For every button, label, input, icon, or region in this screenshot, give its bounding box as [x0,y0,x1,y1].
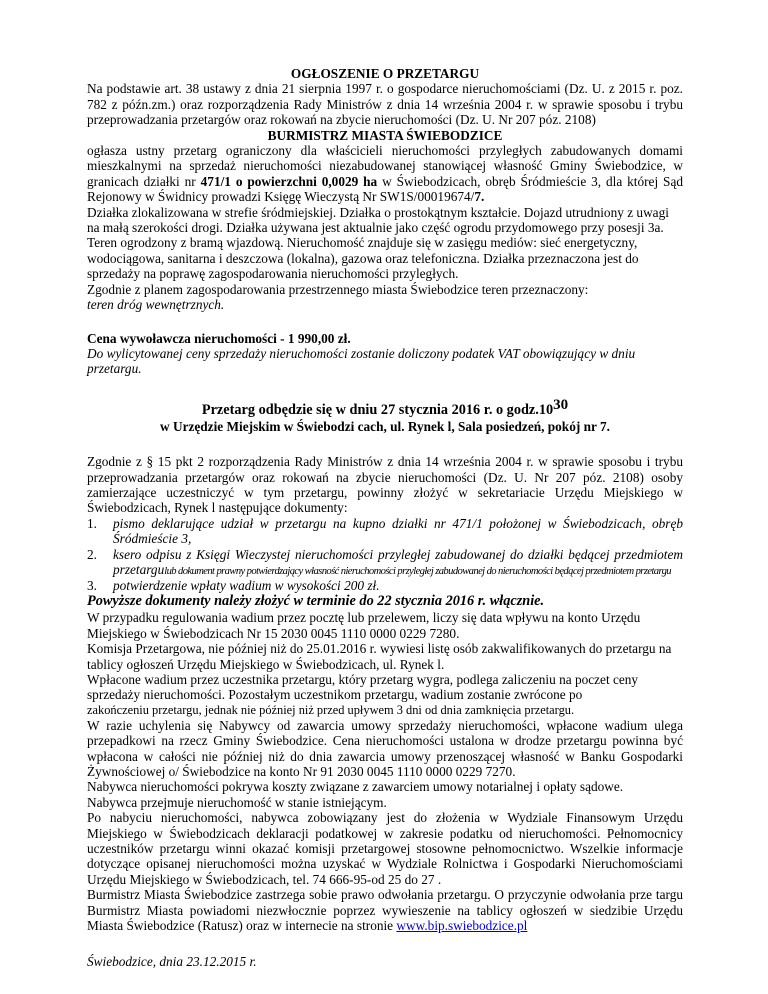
starting-price: Cena wywoławcza nieruchomości - 1 990,00 zł. [87,330,351,346]
announcement-document [87,66,683,969]
document-deadline: Powyższe dokumenty należy złożyć w terminie do 22 stycznia 2016 r. włącznie. [87,593,545,610]
announcement-text-a: ogłasza ustny przetarg ograniczony dla właścicieli nieruchomości przyległych zabudowanych domami mieszkalnymi na sprzedaż nieruchomości niezabudowanej stanowiącej własność Gminy Świebodzice, w granicach działki nr [87,143,683,189]
legal-basis: Na podstawie art. 38 ustawy z dnia 21 sierpnia 1997 r. o gospodarce nieruchomościami (Dz. U. z 2015 r. poz. 782 z późn.zm.) oraz rozporządzenia Rady Ministrów z dnia 14 września 2004 r. w sprawie sposobu i trybu przeprowadzania przetargów oraz rokowań na zbycie nieruchomości (Dz. U. Nr 207 póz. 2108) [87,81,683,128]
required-documents-list [87,516,683,594]
document-title: OGŁOSZENIE O PRZETARGU [290,66,480,81]
property-description: Działka zlokalizowana w strefie śródmiejskiej. Działka o prostokątnym kształcie. Dojazd utrudniony z uwagi na małą szerokości drogi. Działka używana jest aktualnie jako część ogrodu przydomowego przy posesji 3a. Teren ogrodzony z bramą wjazdową. Nieruchomość znajduje się w zasięgu mediów: sieć energetyczny, wodociągowa, sanitarna i deszczowa (lokalna), gazowa oraz telefoniczna. Działka przeznaczona jest do sprzedaży na poprawę zagospodarowania nieruchomości przyległych. [87,204,669,282]
list-item: 3. potwierdzenie wpłaty wadium w wysokości 200 zł. [87,577,380,593]
auction-minutes: 30 [553,396,569,413]
zoning-value: teren dróg wewnętrznych. [87,297,225,313]
auction-date [87,397,683,419]
costs-paragraph: Nabywca nieruchomości pokrywa koszty związane z zawarciem umowy notarialnej i opłaty sądowe. [87,779,624,795]
deposit-return-paragraph: zakończeniu przetargu, jednak nie później niż przed upływem 3 dni od dnia zamknięcia przetargu. [87,702,575,717]
list-item-condensed: lub dokument prawny potwierdzający własność nieruchomości przyległej zabudowanej do nieruchomości będącej przedmiotem przetargu [164,565,672,577]
auction-place: w Urzędzie Miejskim w Świebodzi cach, ul. Rynek l, Sala posiedzeń, pokój nr 7. [160,418,610,434]
zoning-plan: Zgodnie z planem zagospodarowania przestrzennego miasta Świebodzice teren przeznaczony: [87,281,589,297]
deposit-settlement-paragraph: Wpłacone wadium przez uczestnika przetargu, który przetarg wygra, podlega zaliczeniu na poczet ceny sprzedaży nieruchomości. Pozostałym uczestnikom przetargu, wadium zostanie zwrócone po [87,672,639,703]
bip-link[interactable]: www.bip.swiebodzice.pl [396,918,528,934]
deposit-transfer-paragraph: W przypadku regulowania wadium przez pocztę lub przelewem, liczy się data wpływu na konto Urzędu Miejskiego w Świebodzicach Nr 15 2030 0045 1110 0000 0229 7280. [87,610,641,641]
plot-number: 471/1 o powierzchni 0,0029 ha [200,173,378,189]
forfeit-paragraph: W razie uchylenia się Nabywcy od zawarcia umowy sprzedaży nieruchomości, wpłacone wadium ulega przepadkowi na rzecz Gminy Świebodzice. Cena nieruchomości ustalona w drodze przetargu powinna być wpłacona w całości nie później niż do dnia zawarcia umowy przenoszącej własność w Banku Gospodarki Żywnościowej o/ Świebodzice na konto Nr 91 2030 0045 1110 0000 0229 7270. [87,717,683,780]
qualified-list-paragraph: Komisja Przetargowa, nie później niż do 25.01.2016 r. wywiesi listę osób zakwalifikowanych do przetargu na tablicy ogłoszeń Urzędu Miejskiego w Świebodzicach, ul. Rynek l. [87,641,672,672]
land-register-end: 7. [474,189,485,205]
tax-info-paragraph: Po nabyciu nieruchomości, nabywca zobowiązany jest do złożenia w Wydziale Finansowym Urzędu Miejskiego w Świebodzicach deklaracji podatkowej w zakresie podatku od nieruchomości. Pełnomocnicy uczestników przetargu winni okazać komisji przetargowej stosowne pełnomocnictwo. Wszelkie informacje dotyczące opisanej nieruchomości można uzyskać w Wydziale Rolnictwa i Gospodarki Nieruchomościami Urzędu Miejskiego w Świebodzicach, tel. 74 666-95-od 25 do 27 . [87,810,683,887]
vat-note: Do wylicytowanej ceny sprzedaży nieruchomości zostanie doliczony podatek VAT obowiązujący w dniu przetargu. [87,345,636,377]
as-is-paragraph: Nabywca przejmuje nieruchomość w stanie istniejącym. [87,794,387,810]
auction-date-text: Przetarg odbędzie się w dniu 27 stycznia 2016 r. o godz.10 [201,401,554,418]
announcement-paragraph [87,143,683,205]
list-item: 1. pismo deklarujące udział w przetargu na kupno działki nr 471/1 położonej w Świebodzicach, obręb Śródmieście 3, [87,515,683,547]
cancellation-paragraph: Burmistrz Miasta Świebodzice zastrzega sobie prawo odwołania przetargu. O przyczynie odwołania prze targu Burmistrz Miasta powiadomi niezwłocznie poprzez wywieszenie na tablicy ogłoszeń w siedzibie Urzędu Miasta Świebodzice (Ratusz) oraz w internecie na stronie www.bip.swiebodzice.pl [87,887,683,934]
signature-date: Świebodzice, dnia 23.12.2015 r. [87,953,257,969]
authority-heading: BURMISTRZ MIASTA ŚWIEBODZICE [267,127,503,143]
announcement-text-b: w Świebodzicach, obręb Śródmieście 3, dla której Sąd Rejonowy w Świdnicy prowadzi Księgę Wieczystą Nr SW1S/00019674/ [87,173,683,205]
conditions-paragraph: Zgodnie z § 15 pkt 2 rozporządzenia Rady Ministrów z dnia 14 września 2004 r. w sprawie sposobu i trybu przeprowadzania przetargów oraz rokowań na zbycie nieruchomości (Dz. U. Nr 207 póz. 2108) osoby zamierzające uczestniczyć w tym przetargu, powinny złożyć w sekretariacie Urzędu Miejskiego w Świebodzicach, Rynek l następujące dokumenty: [87,454,683,516]
list-item: 2. ksero odpisu z Księgi Wieczystej nieruchomości przyległej zabudowanej do działki będącej przedmiotem przetargulub dokument prawny potwierdzający własność nieruchomości przyległej zabudowanej do nieruchomości będącej przedmiotem przetargu [87,546,683,577]
